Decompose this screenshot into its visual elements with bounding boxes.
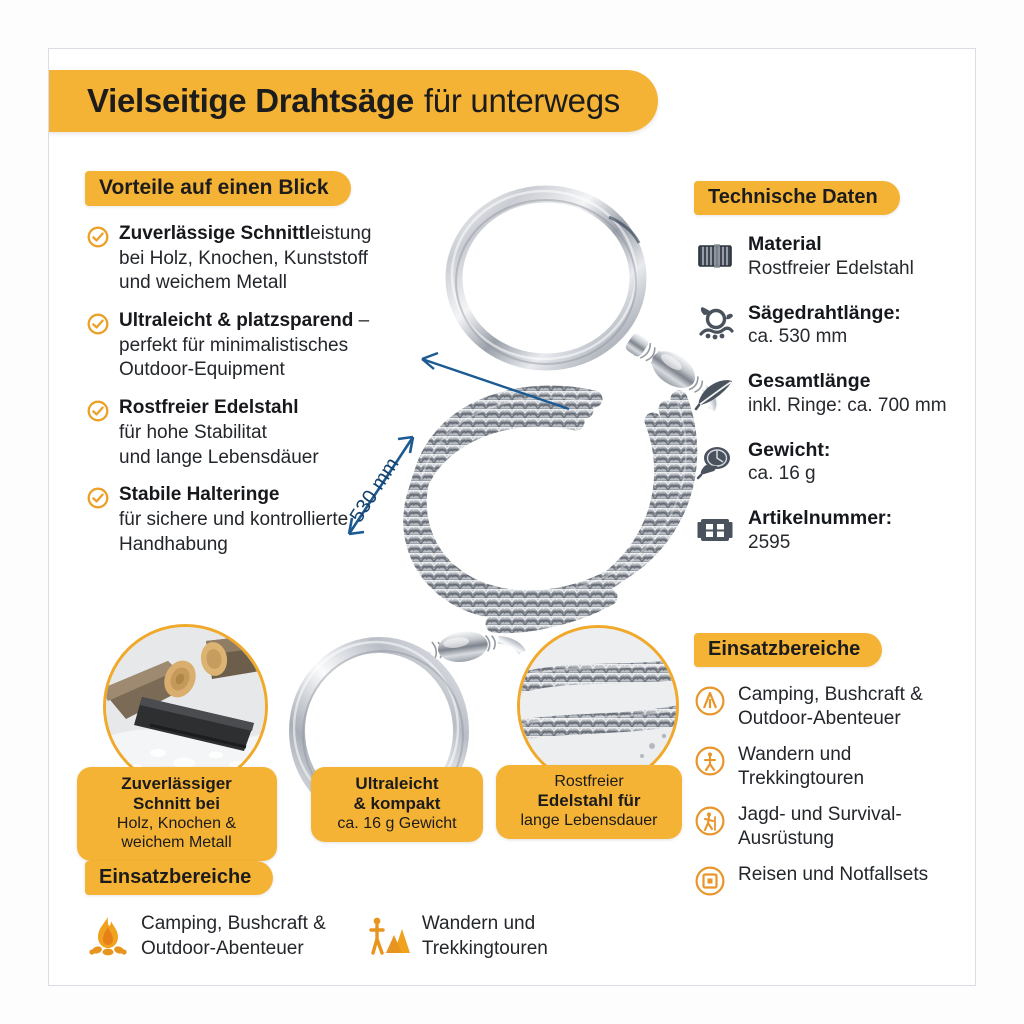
technical-item-text	[748, 302, 901, 350]
technical-data-section	[694, 181, 976, 576]
use-cases-bottom-section	[85, 861, 665, 962]
technical-item-text	[748, 439, 830, 487]
badge-caption-line: Edelstahl für	[537, 791, 641, 811]
benefit-item	[85, 222, 467, 296]
use-case-item	[85, 911, 326, 962]
check-circle-icon	[87, 313, 109, 340]
badge-caption-line: Zuverlässiger	[121, 774, 232, 793]
badge-reliable-cut	[85, 624, 268, 852]
benefit-line: bei Holz, Knochen, Kunststoff	[119, 247, 368, 269]
use-case-text	[738, 683, 923, 731]
technical-item-value: ca. 16 g	[748, 463, 816, 485]
badge-caption-line: ca. 16 g Gewicht	[337, 815, 457, 833]
use-case-item	[694, 683, 976, 731]
badge-caption-line: lange Lebensdauer	[520, 812, 658, 830]
dimension-label: 530 mm	[345, 453, 404, 527]
use-cases-bottom-heading: Einsatzbereiche	[85, 861, 273, 895]
benefit-line: Outdoor-Equipment	[119, 359, 285, 381]
hiker-mountain-icon	[366, 911, 412, 962]
use-case-line: Wandern und	[421, 913, 536, 935]
coiled-wire-icon	[694, 302, 738, 346]
use-case-line: Ausrüstung	[738, 827, 835, 849]
technical-item-label: Sägedrahtlänge:	[748, 301, 901, 324]
page-title	[48, 70, 658, 132]
check-circle-icon	[87, 487, 109, 514]
scale-icon	[694, 439, 738, 483]
badge-ultralight	[311, 767, 483, 842]
use-case-item	[694, 803, 976, 851]
benefit-line: und lange Lebensdäuer	[119, 446, 319, 468]
use-case-line: Outdoor-Abenteuer	[738, 707, 901, 729]
use-case-line: Wandern und	[738, 743, 852, 765]
content-card	[48, 48, 976, 986]
use-cases-right-heading: Einsatzbereiche	[694, 633, 882, 667]
badge-caption-line: Rostfreier	[554, 773, 624, 790]
use-case-text	[738, 863, 928, 887]
technical-item-text	[748, 233, 914, 281]
benefit-line: für sichere und kontrollierte	[119, 508, 349, 530]
campfire-icon	[85, 911, 131, 962]
technical-item	[694, 439, 976, 487]
technical-data-heading: Technische Daten	[694, 181, 900, 215]
badge-stainless-steel	[499, 625, 679, 830]
technical-item-label: Material	[748, 233, 822, 255]
badge-caption-line: Ultraleicht	[355, 774, 439, 793]
technical-item	[694, 507, 976, 555]
benefit-item	[85, 396, 467, 470]
use-case-line: Trekkingtouren	[421, 937, 548, 959]
technical-item-label: Gesamtlänge	[748, 370, 871, 393]
check-circle-icon	[87, 226, 109, 253]
technical-item-label: Artikelnummer:	[748, 507, 893, 530]
technical-item-value: inkl. Ringe: ca. 700 mm	[748, 394, 947, 416]
benefit-line: Handhabung	[119, 533, 228, 555]
technical-item-label: Gewicht:	[748, 438, 831, 461]
use-case-item	[694, 743, 976, 791]
use-case-text	[738, 803, 902, 851]
benefit-text	[119, 396, 319, 470]
feather-icon	[694, 370, 738, 414]
window-grid-icon	[694, 507, 738, 551]
badge-caption-line: Holz, Knochen &	[116, 815, 237, 833]
use-case-item	[694, 863, 976, 902]
badge-caption-line: weichem Metall	[121, 834, 232, 852]
technical-item	[694, 233, 976, 281]
benefit-rest: –	[353, 310, 370, 332]
tent-circle-icon	[694, 685, 728, 722]
badge-caption	[311, 767, 483, 842]
use-case-line: Reisen und Notfallsets	[738, 863, 929, 885]
use-case-text	[738, 743, 864, 791]
technical-item	[694, 370, 976, 418]
technical-item-value: Rostfreier Edelstahl	[748, 257, 914, 279]
badge-caption-line: Schnitt bei	[133, 794, 220, 814]
benefit-line: für hohe Stabilitat	[119, 421, 267, 443]
benefit-item	[85, 483, 467, 557]
use-cases-right-section	[694, 633, 976, 914]
cut-wood-logs-photo	[103, 624, 268, 789]
benefit-text	[119, 222, 371, 296]
use-case-line: Outdoor-Abenteuer	[141, 937, 304, 959]
benefit-strong: Ultraleicht & platzsparend	[119, 310, 354, 332]
use-case-text	[422, 912, 548, 961]
benefits-section	[85, 171, 467, 570]
benefit-rest: eistung	[310, 223, 372, 244]
badge-caption	[77, 767, 277, 861]
use-case-item	[366, 911, 548, 962]
hiker-circle-icon	[694, 745, 728, 782]
benefit-line: perfekt für minimalistisches	[119, 334, 349, 356]
use-case-text	[141, 912, 326, 961]
benefit-line: und weichem Metall	[119, 272, 287, 294]
use-case-line: Camping, Bushcraft &	[738, 684, 923, 705]
technical-item-value: ca. 530 mm	[748, 326, 848, 348]
walker-circle-icon	[694, 805, 728, 842]
technical-item-text	[748, 370, 947, 418]
use-case-line: Jagd- und Survival-	[738, 803, 902, 825]
benefit-strong: Stabile Halteringe	[119, 484, 280, 506]
use-case-line: Trekkingtouren	[738, 767, 865, 789]
benefit-strong: Zuverlässige Schnittl	[119, 223, 311, 244]
braided-wire-photo	[517, 625, 679, 787]
use-case-line: Camping, Bushcraft &	[141, 913, 326, 935]
technical-item	[694, 302, 976, 350]
technical-item-text	[748, 507, 892, 555]
page-title-light: für unterwegs	[423, 82, 620, 119]
badge-caption	[496, 765, 682, 839]
check-circle-icon	[87, 400, 109, 427]
benefits-heading: Vorteile auf einen Blick	[85, 171, 351, 206]
page-title-strong: Vielseitige Drahtsäge	[87, 82, 414, 119]
benefit-item	[85, 309, 467, 383]
badge-caption-line: & kompakt	[353, 794, 441, 814]
benefit-text	[119, 483, 348, 557]
square-circle-icon	[694, 865, 728, 902]
benefit-strong: Rostfreier Edelstahl	[119, 397, 299, 419]
technical-item-value: 2595	[748, 531, 791, 553]
benefit-text	[119, 309, 369, 383]
metal-gauge-icon	[694, 233, 738, 277]
